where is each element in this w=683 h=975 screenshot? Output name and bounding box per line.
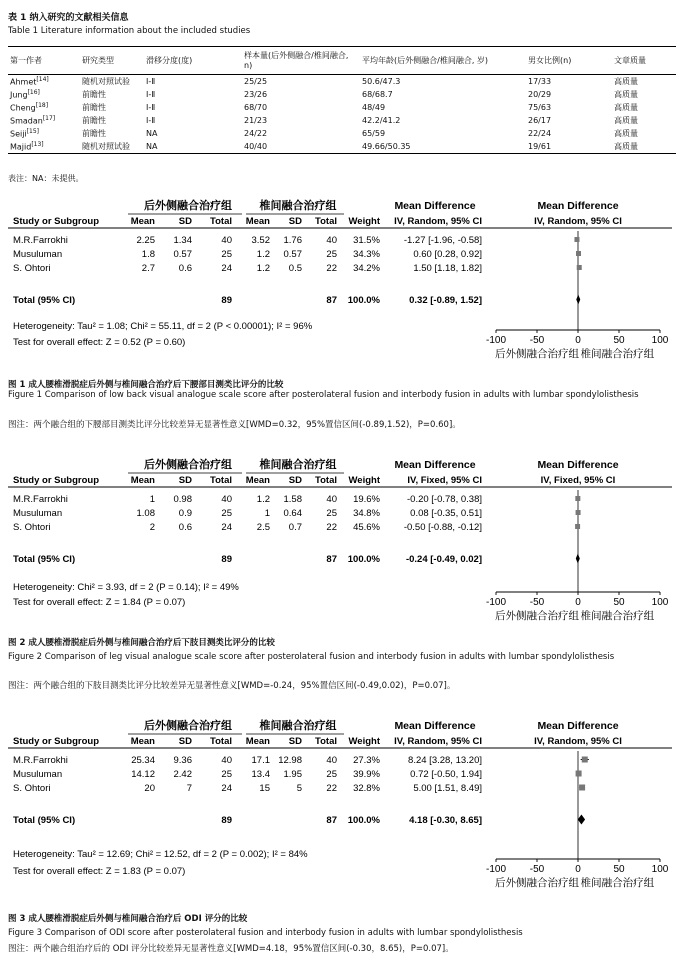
table-header: 平均年龄(后外侧融合/椎间融合, 岁): [360, 47, 526, 75]
author-name: Seiji: [10, 129, 27, 139]
total-n1: 89: [221, 815, 232, 826]
table-cell-author: [8, 101, 80, 114]
table-cell-grade: NA: [144, 140, 242, 154]
table-cell-quality: 高质量: [614, 103, 638, 112]
value-cell: 0.57: [283, 249, 302, 260]
ci-cell: 0.08 [-0.35, 0.51]: [410, 508, 482, 519]
table-cell-sex: 22/24: [528, 129, 552, 138]
value-cell: 0.64: [283, 508, 302, 519]
table-cell-sample: 23/26: [244, 90, 268, 99]
axis-tick-label: 100: [651, 597, 669, 608]
reference-mark: [17]: [42, 115, 56, 123]
table-cell-sex: 26/17: [528, 116, 552, 125]
stat-column-header: Total: [315, 736, 337, 747]
value-cell: 1.95: [283, 769, 302, 780]
value-cell: 2.25: [136, 235, 155, 246]
table-cell-type: 前瞻性: [82, 116, 106, 125]
total-label: Total (95% CI): [13, 815, 76, 826]
heterogeneity-text: Heterogeneity: Chi² = 3.93, df = 2 (P = 0.14); I² = 49%: [13, 582, 239, 593]
weight-cell: 34.2%: [353, 263, 380, 274]
value-cell: 25: [326, 769, 337, 780]
pooled-diamond: [576, 554, 580, 564]
heterogeneity-text: Heterogeneity: Tau² = 12.69; Chi² = 12.52, df = 2 (P = 0.002); I² = 84%: [13, 849, 308, 860]
figure1-caption-note: 图注：两个融合组的下腰部目测类比评分比较差异无显著性意义[WMD=0.32，95%置信区间(-0.89,1.52)，P=0.60]。: [8, 420, 461, 430]
pooled-diamond: [578, 815, 585, 825]
stat-column-header: SD: [178, 475, 192, 486]
table-cell-type: 前瞻性: [82, 90, 106, 99]
table-cell-age: 68/68.7: [362, 90, 393, 99]
table-cell-age: 42.2/41.2: [362, 116, 401, 125]
ci-cell: 8.24 [3.28, 13.20]: [408, 755, 482, 766]
total-ci: -0.24 [-0.49, 0.02]: [405, 554, 482, 565]
reference-mark: [13]: [31, 141, 44, 149]
forest-plot-1: [0, 193, 683, 363]
author-name: Ahmet: [10, 77, 37, 87]
effect-point: [576, 510, 581, 515]
value-cell: 40: [326, 755, 337, 766]
total-n2: 87: [326, 815, 337, 826]
total-label: Total (95% CI): [13, 554, 76, 565]
value-cell: 0.6: [178, 263, 192, 274]
effect-point: [576, 251, 581, 256]
table-row: [8, 75, 676, 89]
overall-effect-text: Test for overall effect: Z = 0.52 (P = 0.60): [13, 337, 186, 348]
study-column-header: Study or Subgroup: [13, 216, 100, 227]
value-cell: 1.2: [256, 263, 270, 274]
table-cell-sex: 19/61: [526, 140, 612, 154]
value-cell: 25: [221, 249, 232, 260]
study-name: S. Ohtori: [13, 783, 51, 794]
md-method-header: IV, Fixed, 95% CI: [407, 475, 482, 486]
value-cell: 13.4: [251, 769, 270, 780]
figure2-caption-note: 图注：两个融合组的下肢目测类比评分比较差异无显著性意义[WMD=-0.24，95%置信区间(-0.49,0.02)，P=0.07]。: [8, 681, 456, 691]
ci-cell: 5.00 [1.51, 8.49]: [413, 783, 482, 794]
table-row: [8, 88, 676, 101]
axis-tick-label: -50: [529, 864, 545, 875]
table-header: 男女比例(n): [526, 47, 612, 75]
table-cell-type: 前瞻性: [82, 129, 106, 138]
table-row: [8, 101, 676, 114]
table-cell-sample: 21/23: [244, 116, 268, 125]
table-cell-quality: 高质量: [614, 90, 638, 99]
total-n1: 89: [221, 554, 232, 565]
figure1-caption-en: Figure 1 Comparison of low back visual analogue scale score after posterolateral fusion and interbody fusion in adults with lumbar spondylolisthesis: [8, 390, 639, 400]
ci-cell: -1.27 [-1.96, -0.58]: [403, 235, 482, 246]
table-cell-grade: Ⅰ-Ⅱ: [146, 77, 156, 86]
table-cell-author: [8, 75, 80, 89]
weight-column-header: Weight: [348, 475, 380, 486]
effect-point: [577, 265, 582, 270]
favours-right-label: 椎间融合治疗组: [580, 877, 655, 889]
table-cell-age: 65/59: [362, 129, 386, 138]
total-weight: 100.0%: [347, 554, 380, 565]
value-cell: 0.9: [178, 508, 192, 519]
value-cell: 0.57: [173, 249, 192, 260]
study-column-header: Study or Subgroup: [13, 736, 100, 747]
study-name: M.R.Farrokhi: [13, 494, 68, 505]
table-cell-age: 49.66/50.35: [360, 140, 526, 154]
figure1-caption-cn: 图 1 成人腰椎滑脱症后外侧与椎间融合治疗后下腰部目测类比评分的比较: [8, 380, 284, 390]
value-cell: 40: [221, 755, 232, 766]
weight-cell: 34.8%: [353, 508, 380, 519]
table-cell-sample: 68/70: [244, 103, 268, 112]
value-cell: 40: [221, 494, 232, 505]
table-row: [8, 140, 676, 154]
value-cell: 3.52: [251, 235, 270, 246]
weight-cell: 19.6%: [353, 494, 380, 505]
study-name: Musuluman: [13, 769, 63, 780]
group1-header: 后外侧融合治疗组: [144, 720, 232, 732]
effect-point: [575, 496, 580, 501]
stat-column-header: SD: [288, 736, 302, 747]
weight-cell: 45.6%: [353, 522, 380, 533]
table-cell-grade: Ⅰ-Ⅱ: [146, 103, 156, 112]
value-cell: 22: [326, 263, 337, 274]
stat-column-header: SD: [288, 475, 302, 486]
group2-header: 椎间融合治疗组: [259, 459, 337, 471]
forest-plot-3: [0, 713, 683, 893]
table-row: [8, 114, 676, 127]
value-cell: 25: [326, 508, 337, 519]
value-cell: 17.1: [251, 755, 270, 766]
value-cell: 0.5: [288, 263, 302, 274]
value-cell: 1.2: [256, 249, 270, 260]
axis-tick-label: 0: [575, 335, 581, 346]
figure3-caption-cn: 图 3 成人腰椎滑脱症后外侧与椎间融合治疗后 ODI 评分的比较: [8, 914, 248, 924]
ci-cell: 0.60 [0.28, 0.92]: [413, 249, 482, 260]
table-header: 样本量(后外侧融合/椎间融合, n): [242, 47, 360, 75]
axis-tick-label: 0: [575, 864, 581, 875]
value-cell: 40: [221, 235, 232, 246]
figure2-caption-en: Figure 2 Comparison of leg visual analogue scale score after posterolateral fusion and interbody fusion in adults with lumbar spondylolisthesis: [8, 652, 615, 662]
table-title-en: Table 1 Literature information about the included studies: [8, 26, 251, 36]
favours-left-label: 后外侧融合治疗组: [495, 877, 579, 889]
weight-column-header: Weight: [348, 216, 380, 227]
stat-column-header: SD: [288, 216, 302, 227]
axis-tick-label: -50: [529, 335, 545, 346]
reference-mark: [15]: [26, 128, 39, 136]
md-plot-method-header: IV, Random, 95% CI: [534, 736, 622, 747]
axis-tick-label: 0: [575, 597, 581, 608]
value-cell: 24: [221, 783, 232, 794]
total-n2: 87: [326, 554, 337, 565]
reference-mark: [16]: [27, 89, 40, 97]
author-name: Cheng: [10, 103, 36, 113]
md-header: Mean Difference: [394, 200, 476, 212]
reference-mark: [14]: [36, 76, 49, 84]
table-cell-sex: 20/29: [528, 90, 552, 99]
group2-header: 椎间融合治疗组: [259, 200, 337, 212]
favours-left-label: 后外侧融合治疗组: [495, 348, 579, 360]
table-cell-type: 随机对照试验: [82, 77, 130, 86]
total-ci: 4.18 [-0.30, 8.65]: [409, 815, 482, 826]
table-cell-grade: Ⅰ-Ⅱ: [146, 90, 156, 99]
effect-point: [582, 757, 588, 763]
md-method-header: IV, Random, 95% CI: [394, 736, 482, 747]
value-cell: 25: [221, 769, 232, 780]
table-cell-quality: 高质量: [614, 116, 638, 125]
table-cell-grade: Ⅰ-Ⅱ: [146, 116, 156, 125]
value-cell: 2.5: [256, 522, 270, 533]
study-column-header: Study or Subgroup: [13, 475, 100, 486]
table-cell-type: 随机对照试验: [80, 140, 144, 154]
stat-column-header: Mean: [130, 216, 155, 227]
table-cell-author: [8, 88, 80, 101]
value-cell: 1.2: [256, 494, 270, 505]
weight-cell: 39.9%: [353, 769, 380, 780]
md-plot-method-header: IV, Random, 95% CI: [534, 216, 622, 227]
table-cell-sample: 24/22: [244, 129, 268, 138]
effect-point: [576, 771, 582, 777]
value-cell: 7: [186, 783, 192, 794]
effect-point: [579, 785, 585, 791]
study-name: M.R.Farrokhi: [13, 755, 68, 766]
group2-header: 椎间融合治疗组: [259, 720, 337, 732]
favours-right-label: 椎间融合治疗组: [580, 348, 655, 360]
value-cell: 1.58: [283, 494, 302, 505]
stat-column-header: Total: [315, 475, 337, 486]
value-cell: 22: [326, 783, 337, 794]
value-cell: 2.42: [173, 769, 192, 780]
ci-cell: 0.72 [-0.50, 1.94]: [410, 769, 482, 780]
value-cell: 2: [149, 522, 155, 533]
table-note: 表注：NA：未提供。: [8, 174, 84, 183]
group1-header: 后外侧融合治疗组: [144, 200, 232, 212]
total-n1: 89: [221, 295, 232, 306]
value-cell: 40: [326, 235, 337, 246]
table-cell-sample: 25/25: [244, 77, 268, 86]
table-cell-age: 48/49: [362, 103, 386, 112]
ci-cell: -0.50 [-0.88, -0.12]: [403, 522, 482, 533]
table-cell-quality: 高质量: [614, 77, 638, 86]
table-cell-author: [8, 140, 80, 154]
stat-column-header: Total: [210, 475, 232, 486]
table-header: 第一作者: [8, 47, 80, 75]
table-cell-grade: NA: [146, 129, 158, 138]
favours-right-label: 椎间融合治疗组: [580, 610, 655, 622]
value-cell: 5: [296, 783, 302, 794]
value-cell: 40: [326, 494, 337, 505]
value-cell: 1: [149, 494, 155, 505]
pooled-diamond: [576, 295, 580, 305]
stat-column-header: Mean: [130, 736, 155, 747]
study-name: M.R.Farrokhi: [13, 235, 68, 246]
stat-column-header: Total: [315, 216, 337, 227]
axis-tick-label: 50: [613, 335, 625, 346]
weight-column-header: Weight: [348, 736, 380, 747]
stat-column-header: Total: [210, 736, 232, 747]
value-cell: 25: [221, 508, 232, 519]
value-cell: 22: [326, 522, 337, 533]
table-row: [8, 127, 676, 140]
stat-column-header: Mean: [245, 475, 270, 486]
stat-column-header: Mean: [130, 475, 155, 486]
stat-column-header: Mean: [245, 736, 270, 747]
effect-point: [575, 524, 580, 529]
axis-tick-label: 50: [613, 864, 625, 875]
md-plot-header: Mean Difference: [537, 720, 619, 732]
author-name: Majid: [10, 142, 32, 152]
group1-header: 后外侧融合治疗组: [144, 459, 232, 471]
value-cell: 9.36: [173, 755, 192, 766]
forest-plot-2: [0, 452, 683, 622]
total-n2: 87: [326, 295, 337, 306]
table-cell-author: [8, 114, 80, 127]
value-cell: 1.76: [283, 235, 302, 246]
value-cell: 2.7: [141, 263, 155, 274]
total-weight: 100.0%: [347, 815, 380, 826]
table-cell-sample: 40/40: [242, 140, 360, 154]
md-header: Mean Difference: [394, 720, 476, 732]
value-cell: 15: [259, 783, 270, 794]
study-name: S. Ohtori: [13, 522, 51, 533]
axis-tick-label: -100: [485, 864, 507, 875]
weight-cell: 32.8%: [353, 783, 380, 794]
ci-cell: 1.50 [1.18, 1.82]: [413, 263, 482, 274]
author-name: Jung: [10, 90, 28, 100]
value-cell: 0.6: [178, 522, 192, 533]
total-ci: 0.32 [-0.89, 1.52]: [409, 295, 482, 306]
table-cell-sex: 75/63: [528, 103, 552, 112]
table-cell-quality: 高质量: [612, 140, 676, 154]
table-header: 研究类型: [80, 47, 144, 75]
table-cell-sex: 17/33: [528, 77, 552, 86]
weight-cell: 34.3%: [353, 249, 380, 260]
value-cell: 1.8: [141, 249, 155, 260]
overall-effect-text: Test for overall effect: Z = 1.84 (P = 0.07): [13, 597, 186, 608]
stat-column-header: SD: [178, 736, 192, 747]
value-cell: 14.12: [131, 769, 155, 780]
axis-tick-label: 100: [651, 335, 669, 346]
value-cell: 25.34: [131, 755, 155, 766]
overall-effect-text: Test for overall effect: Z = 1.83 (P = 0.07): [13, 866, 186, 877]
table-header: 文章质量: [612, 47, 676, 75]
figure2-caption-cn: 图 2 成人腰椎滑脱症后外侧与椎间融合治疗后下肢目测类比评分的比较: [8, 638, 275, 648]
md-plot-header: Mean Difference: [537, 200, 619, 212]
table-cell-type: 前瞻性: [82, 103, 106, 112]
stat-column-header: Total: [210, 216, 232, 227]
weight-cell: 27.3%: [353, 755, 380, 766]
study-name: S. Ohtori: [13, 263, 51, 274]
weight-cell: 31.5%: [353, 235, 380, 246]
value-cell: 20: [144, 783, 155, 794]
md-header: Mean Difference: [394, 459, 476, 471]
total-label: Total (95% CI): [13, 295, 76, 306]
md-plot-header: Mean Difference: [537, 459, 619, 471]
table-header: 滑移分度(度): [144, 47, 242, 75]
value-cell: 1: [264, 508, 270, 519]
axis-tick-label: -100: [485, 335, 507, 346]
table-cell-age: 50.6/47.3: [362, 77, 401, 86]
stat-column-header: Mean: [245, 216, 270, 227]
table-cell-author: [8, 127, 80, 140]
value-cell: 24: [221, 522, 232, 533]
md-plot-method-header: IV, Fixed, 95% CI: [540, 475, 616, 486]
author-name: Smadan: [10, 116, 43, 126]
value-cell: 24: [221, 263, 232, 274]
effect-point: [574, 237, 579, 242]
value-cell: 1.08: [136, 508, 155, 519]
value-cell: 25: [326, 249, 337, 260]
table-header-row: [8, 47, 676, 75]
axis-tick-label: 100: [651, 864, 669, 875]
literature-table: [8, 46, 676, 154]
favours-left-label: 后外侧融合治疗组: [495, 610, 579, 622]
reference-mark: [18]: [35, 102, 49, 110]
value-cell: 1.34: [173, 235, 192, 246]
study-name: Musuluman: [13, 508, 63, 519]
study-name: Musuluman: [13, 249, 63, 260]
figure3-caption-note: 图注：两个融合组治疗后的 ODI 评分比较差异无显著性意义[WMD=4.18，95%置信区间(-0.30，8.65)，P=0.07]。: [8, 944, 454, 954]
ci-cell: -0.20 [-0.78, 0.38]: [407, 494, 482, 505]
axis-tick-label: 50: [613, 597, 625, 608]
value-cell: 0.7: [288, 522, 302, 533]
value-cell: 12.98: [278, 755, 302, 766]
value-cell: 0.98: [173, 494, 192, 505]
stat-column-header: SD: [178, 216, 192, 227]
md-method-header: IV, Random, 95% CI: [394, 216, 482, 227]
heterogeneity-text: Heterogeneity: Tau² = 1.08; Chi² = 55.11, df = 2 (P < 0.00001); I² = 96%: [13, 321, 313, 332]
axis-tick-label: -50: [529, 597, 545, 608]
total-weight: 100.0%: [347, 295, 380, 306]
axis-tick-label: -100: [485, 597, 507, 608]
table-title-cn: 表 1 纳入研究的文献相关信息: [8, 13, 129, 23]
table-cell-quality: 高质量: [614, 129, 638, 138]
figure3-caption-en: Figure 3 Comparison of ODI score after posterolateral fusion and interbody fusion in adults with lumbar spondylolisthesis: [8, 928, 523, 938]
